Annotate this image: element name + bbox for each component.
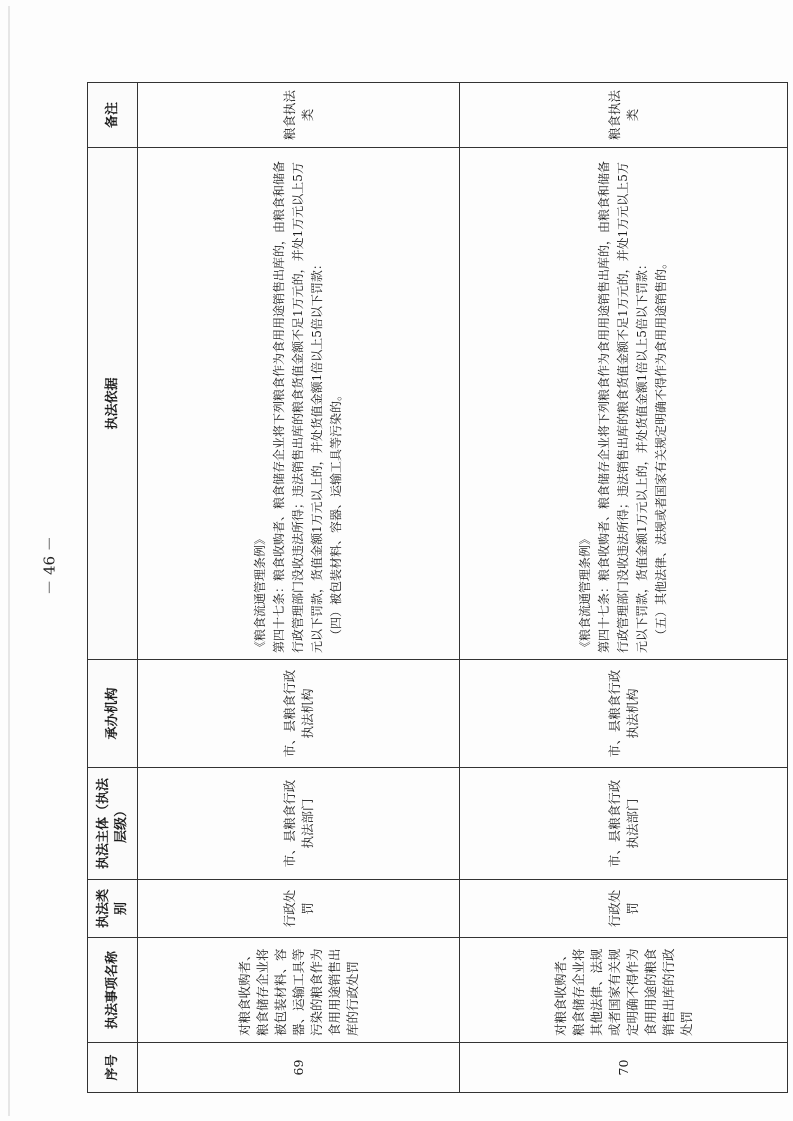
cell-subject: 市、县粮食行政执法部门 [460,768,788,880]
header-agency: 承办机构 [88,660,138,768]
cell-note: 粮食执法类 [460,83,788,148]
table-row [460,83,788,1093]
header-basis: 执法依据 [88,148,138,660]
scan-edge [8,6,10,1116]
basis-main: 第四十七条：粮食收购者、粮食储存企业将下列粮食作为食用用途销售出库的，由粮食和储备行政管理部门没收违法所得；违法销售出库的粮食货值金额不足1万元的，并处1万元以上5万元以下罚款，货值金额1万元以上的，并处货值金额1倍以上5倍以下罚款： [272,160,324,653]
cell-no: 69 [138,1043,460,1093]
table-row [138,83,460,1093]
cell-note: 粮食执法类 [138,83,460,148]
header-item: 执法事项名称 [88,938,138,1043]
table-header-row [88,83,138,1093]
cell-subject: 市、县粮食行政执法部门 [138,768,460,880]
cell-agency: 市、县粮食行政执法机构 [460,660,788,768]
basis-item: （五）其他法律、法规或者国家有关规定明确不得作为食用用途销售的。 [654,256,668,641]
page-number: － 46 － [40,536,59,595]
basis-item: （四）被包装材料、容器、运输工具等污染的。 [329,388,343,641]
cell-item: 对粮食收购者、粮食储存企业将被包装材料、容器、运输工具等污染的粮食作为食用用途销售出库的行政处罚 [138,938,460,1043]
basis-main: 第四十七条：粮食收购者、粮食储存企业将下列粮食作为食用用途销售出库的，由粮食和储备行政管理部门没收违法所得；违法销售出库的粮食货值金额不足1万元的，并处1万元以上5万元以下罚款，货值金额1万元以上的，并处货值金额1倍以上5倍以下罚款： [597,160,649,653]
cell-basis [460,148,788,660]
cell-category: 行政处罚 [138,880,460,938]
cell-no: 70 [460,1043,788,1093]
cell-agency: 市、县粮食行政执法机构 [138,660,460,768]
enforcement-table [87,82,788,1093]
header-category: 执法类别 [88,880,138,938]
cell-basis [138,148,460,660]
rotated-table-container [87,83,787,1093]
header-subject: 执法主体（执法层级） [88,768,138,880]
basis-title: 《粮食流通管理条例》 [253,532,267,653]
basis-title: 《粮食流通管理条例》 [578,532,592,653]
cell-category: 行政处罚 [460,880,788,938]
cell-item: 对粮食收购者、粮食储存企业将其他法律、法规或者国家有关规定明确不得作为食用用途的粮食销售出库的行政处罚 [460,938,788,1043]
header-note: 备注 [88,83,138,148]
header-no: 序号 [88,1043,138,1093]
